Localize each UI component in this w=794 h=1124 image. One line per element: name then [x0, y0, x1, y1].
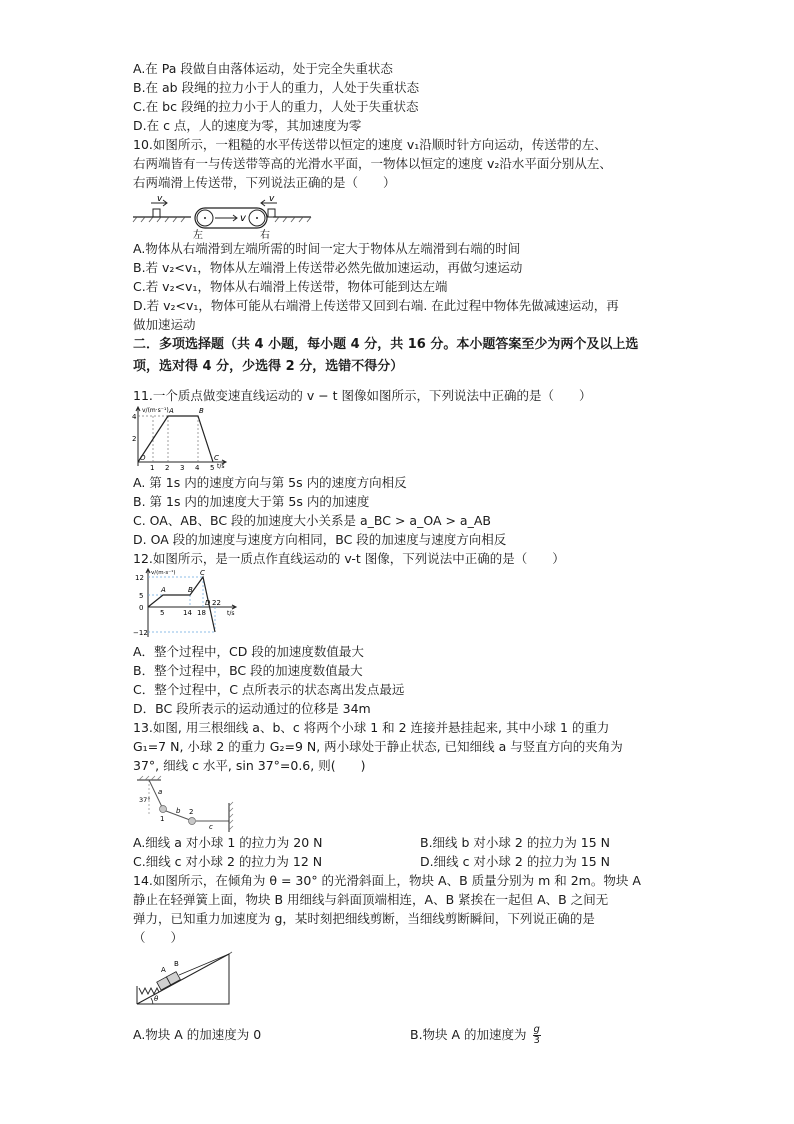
q14-option-b [410, 1025, 541, 1046]
q12-xtick-5: 5 [160, 609, 165, 617]
q13-a-label: a [158, 788, 163, 796]
q11-label-b: B [199, 407, 204, 415]
q12-label-a: A [161, 586, 166, 594]
q11-xtick-2: 2 [165, 464, 170, 472]
q13-stem-3: 37°, 细线 c 水平, sin 37°=0.6, 则( ) [133, 758, 366, 773]
q11-xtick-3: 3 [180, 464, 185, 472]
q13-option-d: D.细线 c 对小球 2 的拉力为 15 N [420, 854, 611, 869]
q14-fraction-num: g [533, 1024, 540, 1035]
q11-option-b: B. 第 1s 内的加速度大于第 5s 内的加速度 [133, 494, 370, 509]
q12-label-d: D [205, 599, 211, 607]
q12-xlabel: t/s [227, 610, 235, 617]
q10-left-label: 左 [193, 230, 203, 241]
q10-stem-3: 右两端滑上传送带，下列说法正确的是（ ） [133, 175, 396, 190]
q9-option-b: B.在 ab 段绳的拉力小于人的重力，人处于失重状态 [133, 80, 420, 95]
q14-stem-2: 静止在轻弹簧上面，物块 B 用细线与斜面顶端相连，A、B 紧挨在一起但 A、B 之间无 [133, 892, 609, 907]
q11-ytick-2: 2 [132, 435, 137, 443]
q11-xtick-4: 4 [195, 464, 200, 472]
q14-label-a: A [161, 966, 166, 974]
q12-label-b: B [188, 586, 193, 594]
q10-right-label: 右 [260, 230, 270, 241]
q10-conveyor-figure [133, 194, 313, 241]
q14-theta-label: θ [154, 995, 159, 1003]
q9-option-d: D.在 c 点，人的速度为零，其加速度为零 [133, 118, 362, 133]
q14-stem-4: （ ） [133, 930, 184, 945]
q12-xtick-22: 22 [212, 599, 221, 607]
q11-option-d: D. OA 段的加速度与速度方向相同，BC 段的加速度与速度方向相反 [133, 532, 507, 547]
section-2-title-2: 项，选对得 4 分，少选得 2 分，选错不得分） [133, 359, 404, 374]
q10-option-b: B.若 v₂<v₁，物体从左端滑上传送带必然先做加速运动，再做匀速运动 [133, 260, 523, 275]
q12-option-b: B．整个过程中，BC 段的加速度数值最大 [133, 663, 363, 678]
section-2-title-1: 二．多项选择题（共 4 小题，每小题 4 分，共 16 分。本小题答案至少为两个及以上选 [133, 337, 639, 352]
q11-label-c: C [214, 454, 219, 462]
q12-xtick-14: 14 [183, 609, 192, 617]
q14-stem-1: 14.如图所示，在倾角为 θ = 30° 的光滑斜面上，物块 A、B 质量分别为 m 和 2m。物块 A [133, 873, 641, 888]
q14-incline-figure [133, 950, 233, 1008]
q13-c-label: c [209, 823, 213, 831]
q10-v-belt-label: v [240, 213, 246, 224]
q11-vt-graph [131, 404, 231, 470]
q12-stem: 12.如图所示，是一质点作直线运动的 v-t 图像，下列说法中正确的是（ ） [133, 551, 565, 566]
q11-option-a: A. 第 1s 内的速度方向与第 5s 内的速度方向相反 [133, 475, 407, 490]
q14-fraction-den: 3 [533, 1035, 540, 1046]
q14-option-b-fraction [533, 1025, 541, 1046]
q13-option-c: C.细线 c 对小球 2 的拉力为 12 N [133, 854, 323, 869]
q11-ytick-4: 4 [132, 413, 137, 421]
q14-option-b-prefix: B.物块 A 的加速度为 [410, 1027, 527, 1042]
q10-stem-2: 右两端皆有一与传送带等高的光滑水平面，一物体以恒定的速度 v₂沿水平面分别从左、 [133, 156, 612, 171]
q13-strings-figure [135, 778, 235, 832]
q12-xtick-18: 18 [197, 609, 206, 617]
q12-option-c: C．整个过程中，C 点所表示的状态离出发点最远 [133, 682, 405, 697]
q12-ytick-12: 12 [135, 574, 144, 582]
q10-v-right-label: v [269, 194, 275, 204]
q11-xtick-5: 5 [210, 464, 215, 472]
q12-ylabel: v/(m·s⁻¹) [151, 570, 176, 576]
q13-option-b: B.细线 b 对小球 2 的拉力为 15 N [420, 835, 611, 850]
q11-stem: 11.一个质点做变速直线运动的 v − t 图像如图所示，下列说法中正确的是（ ） [133, 388, 592, 403]
q10-option-d-2: 做加速运动 [133, 317, 196, 332]
q10-option-a: A.物体从右端滑到左端所需的时间一定大于物体从左端滑到右端的时间 [133, 241, 521, 256]
q12-ytick-5: 5 [139, 592, 144, 600]
q10-stem-1: 10.如图所示，一粗糙的水平传送带以恒定的速度 v₁沿顺时针方向运动，传送带的左、 [133, 137, 607, 152]
q13-option-a: A.细线 a 对小球 1 的拉力为 20 N [133, 835, 323, 850]
q13-ball1-label: 1 [160, 815, 165, 823]
q10-v-left-label: v [157, 194, 163, 204]
q14-label-b: B [174, 960, 179, 968]
q10-option-c: C.若 v₂<v₁，物体从右端滑上传送带，物体可能到达左端 [133, 279, 448, 294]
q12-label-c: C [200, 569, 205, 577]
q11-xlabel: t/s [217, 463, 225, 470]
q12-vt-graph [133, 567, 243, 639]
q13-stem-1: 13.如图, 用三根细线 a、b、c 将两个小球 1 和 2 连接并悬挂起来, 其中小球 1 的重力 [133, 720, 610, 735]
q12-ytick-neg12: −12 [133, 629, 148, 637]
q13-angle-label: 37° [139, 796, 151, 804]
q10-option-d-1: D.若 v₂<v₁，物体可能从右端滑上传送带又回到右端. 在此过程中物体先做减速运动，再 [133, 298, 619, 313]
q11-xtick-1: 1 [150, 464, 155, 472]
q11-ylabel: v/(m·s⁻¹) [142, 407, 169, 414]
q11-label-o: O [140, 454, 146, 462]
q13-ball2-label: 2 [189, 808, 194, 816]
q13-stem-2: G₁=7 N, 小球 2 的重力 G₂=9 N, 两小球处于静止状态, 已知细线 a 与竖直方向的夹角为 [133, 739, 623, 754]
q13-b-label: b [176, 807, 181, 815]
q14-option-a: A.物块 A 的加速度为 0 [133, 1027, 262, 1042]
q11-label-a: A [169, 407, 174, 415]
q12-option-d: D．BC 段所表示的运动通过的位移是 34m [133, 701, 371, 716]
q12-option-a: A．整个过程中，CD 段的加速度数值最大 [133, 644, 364, 659]
q9-option-c: C.在 bc 段绳的拉力小于人的重力，人处于失重状态 [133, 99, 419, 114]
q9-option-a: A.在 Pa 段做自由落体运动，处于完全失重状态 [133, 61, 393, 76]
q14-stem-3: 弹力，已知重力加速度为 g，某时刻把细线剪断，当细线剪断瞬间，下列说正确的是 [133, 911, 595, 926]
q12-ytick-0: 0 [139, 604, 144, 612]
q11-option-c: C. OA、AB、BC 段的加速度大小关系是 a_BC > a_OA > a_AB [133, 513, 491, 528]
